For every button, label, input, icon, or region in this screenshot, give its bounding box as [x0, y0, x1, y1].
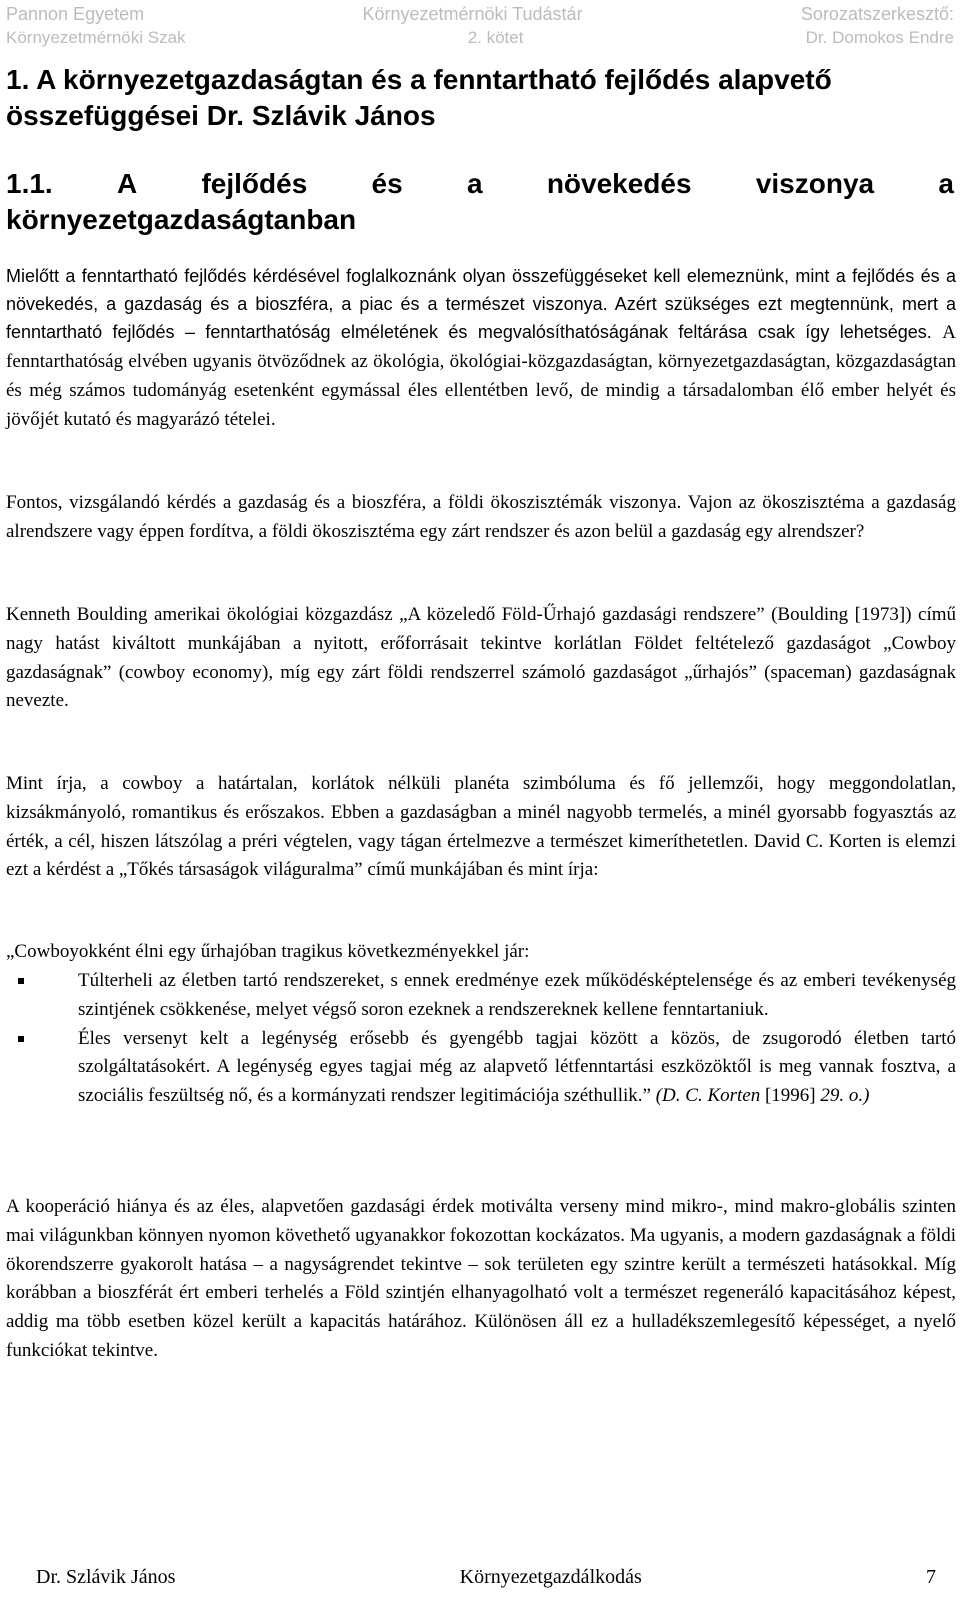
- paragraph-intro-serif: A fenntarthatóság elvében ugyanis ötvöződnek az ökológia, ökológiai-közgazdaságtan, környezetgazdaságtan, közgazdaságtan és még számos tudományág esetenként egymással éles ellentétben levő, de mindig a társadalomban élő ember helyét és jövőjét kutató és magyarázó tételei.: [6, 322, 956, 430]
- bullet-text: Éles versenyt kelt a legénység erősebb és gyengébb tagjai között a közös, de zsugorodó életben tartó szolgáltatásokért. A legénység egyes tagjai még az alapvető létfenntartási eszközöktől is meg vannak fosztva, a szociális feszültség nő, és a kormányzati rendszer legitimációja széthullik.”: [78, 1027, 956, 1107]
- section-title-word: A: [116, 168, 138, 199]
- citation-author: (D. C. Korten: [655, 1085, 761, 1107]
- section-title-word: 1.1.: [6, 168, 53, 199]
- header-editor-name: Dr. Domokos Endre: [805, 28, 954, 47]
- paragraph-boulding: Kenneth Boulding amerikai ökológiai közgazdász „A közeledő Föld-Űrhajó gazdasági rendszere” (Boulding [1973]) című nagy hatást kiváltott munkájában a nyitott, erőforrásait tekintve korlátlan Földet feltételező gazdaságot „Cowboy gazdaságnak” (cowboy economy), míg egy zárt földi rendszerrel számoló gazdaságot „űrhajós” (spaceman) gazdaságnak nevezte.: [6, 604, 956, 712]
- paragraph-ecosystem: Fontos, vizsgálandó kérdés a gazdaság és a bioszféra, a földi ökoszisztémák viszonya. Vajon az ökoszisztéma a gazdaság alrendszere vagy éppen fordítva, a földi ökoszisztéma egy zárt rendszer és azon belül a gazdaság egy alrendszer?: [6, 492, 956, 542]
- running-header-bottom: [6, 28, 954, 48]
- footer-author: Dr. Szlávik János: [36, 1566, 176, 1588]
- section-title-word: fejlődés: [201, 168, 308, 199]
- page-number: 7: [925, 1566, 936, 1588]
- section-title-word: viszonya: [755, 168, 875, 199]
- page-footer: [36, 1566, 936, 1589]
- citation-page: 29. o.): [820, 1085, 870, 1107]
- quote-intro: „Cowboyokként élni egy űrhajóban tragikus következményekkel jár:: [6, 941, 530, 962]
- chapter-title: 1. A környezetgazdaságtan és a fenntartható fejlődés alapvető összefüggései Dr. Szlávik János: [6, 64, 832, 131]
- section-title-word: és: [371, 168, 403, 199]
- header-series: Környezetmérnöki Tudástár: [362, 4, 583, 24]
- paragraph-intro-sans: Mielőtt a fenntartható fejlődés kérdésével foglalkoznánk olyan összefüggéseket kell elemeznünk, mint a fejlődés és a növekedés, a gazdaság és a bioszféra, a piac és a természet viszonya. Azért szükséges ezt megtennünk, mert a fenntartható fejlődés – fenntarthatóság elméletének és megvalósíthatóságának feltárása csak így lehetséges.: [6, 266, 956, 342]
- quote-bullet-list: [6, 967, 956, 1111]
- section-title-line1: [6, 166, 954, 202]
- header-publisher: Pannon Egyetem: [6, 4, 145, 24]
- header-department: Környezetmérnöki Szak: [6, 28, 186, 47]
- bullet-icon: [18, 978, 24, 984]
- running-header-top: [6, 4, 954, 25]
- paragraph-cowboy: Mint írja, a cowboy a határtalan, korlátok nélküli planéta szimbóluma és fő jellemzői, hogy meggondolatlan, kizsákmányoló, romantikus és erőszakos. Ebben a gazdaságban a minél nagyobb termelés, a minél gyorsabb fogyasztás az érték, a cél, hiszen látszólag a préri végtelen, vagy tágan értelmezve a természet kimeríthetetlen. David C. Korten is elemzi ezt a kérdést a „Tőkés társaságok világuralma” című munkájában és mint írja:: [6, 773, 956, 881]
- paragraph-intro: [6, 262, 956, 434]
- paragraph-cooperation: A kooperáció hiánya és az éles, alapvetően gazdasági érdek motiválta verseny mind mikro-, mind makro-globális szinten mai világunkban könnyen nyomon követhető ugyanakkor fokozottan kockázatos. Ma ugyanis, a modern gazdaságnak a földi ökorendszerre gyakorolt hatása – a nagyságrendet tekintve – sok területen egy szintre került a természeti hatásokkal. Míg korábban a bioszférát ért emberi terhelés a Föld szintjén elhanyagolható volt a természet regeneráló kapacitásához képest, addig ma több esetben közel került a kapacitás határához. Különösen áll ez a hulladékszemlegesítő képességet, a nyelő funkciókat tekintve.: [6, 1196, 956, 1361]
- section-title-word: a: [466, 168, 483, 199]
- bullet-text: Túlterheli az életben tartó rendszereket, s ennek eredménye ezek működésképtelensége és az emberi tevékenység szintjének csökkenése, melyet végső soron ezeknek a rendszereknek kellene fenntartaniuk.: [78, 970, 956, 1020]
- list-item: [6, 967, 956, 1025]
- bullet-icon: [18, 1036, 24, 1042]
- citation-year: [1996]: [764, 1085, 816, 1107]
- list-item: [6, 1025, 956, 1111]
- footer-book-title: Környezetgazdálkodás: [459, 1566, 642, 1588]
- section-title-word: növekedés: [546, 168, 692, 199]
- section-title: [6, 166, 954, 238]
- header-volume: 2. kötet: [467, 28, 524, 47]
- section-title-line2: környezetgazdaságtanban: [6, 204, 357, 235]
- header-editor-label: Sorozatszerkesztő:: [800, 4, 954, 24]
- section-title-word: a: [938, 168, 954, 199]
